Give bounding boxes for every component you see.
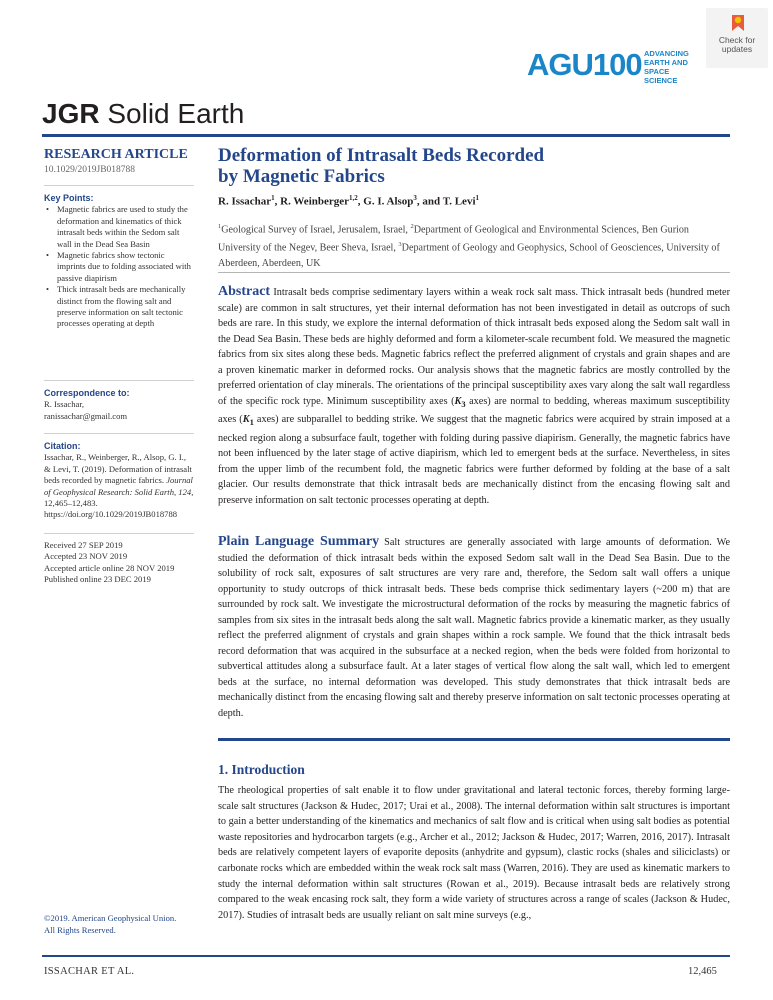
date-accepted: Accepted 23 NOV 2019	[44, 551, 128, 562]
k1-subscript: 1	[249, 417, 254, 428]
header-divider	[42, 134, 730, 137]
introduction-heading: 1. Introduction	[218, 762, 305, 777]
author-separator: , and	[416, 195, 443, 208]
author-affiliation-mark: 1	[475, 194, 479, 202]
key-points	[44, 193, 194, 330]
journal-title-name: Solid Earth	[99, 98, 245, 129]
date-received: Received 27 SEP 2019	[44, 540, 123, 550]
author-list	[218, 194, 479, 208]
key-point: • Thick intrasalt beds are mechanically distinct from the flowing salt and preserve information on salt tectonic processes operating at depth	[57, 284, 194, 330]
citation-journal: Journal of Geophysical Research: Solid Earth	[44, 475, 193, 497]
abstract-heading: Abstract	[218, 284, 271, 299]
pls-heading: Plain Language Summary	[218, 534, 380, 549]
author[interactable]: G. I. Alsop	[363, 195, 414, 208]
author[interactable]: R. Weinberger	[280, 195, 350, 208]
agu-logo: AGU100	[527, 47, 642, 82]
author-affiliation-mark: 1	[271, 194, 275, 202]
abstract-text: axes) are normal to bedding, whereas maximum susceptibility axes (	[218, 395, 730, 426]
agu-tagline-line: EARTH AND	[644, 58, 688, 67]
key-points-heading: Key Points:	[44, 193, 94, 203]
key-point: • Magnetic fabrics are used to study the deformation and kinematics of thick intrasalt beds within the Sedom salt wall in the Dead Sea Basin	[57, 204, 194, 250]
section-divider	[218, 272, 730, 273]
correspondence	[44, 388, 194, 422]
correspondence-name: R. Issachar,	[44, 399, 84, 410]
check-for-updates-label: Check for updates	[718, 35, 756, 54]
abstract-text: Intrasalt beds comprise sedimentary layers within a weak rock salt mass. Thick intrasalt beds (hundred meter scale) are common in salt structures, yet their internal deformation has not been investigated in detail as outcrops of such beds are rare. In this study, we explore the internal deformation of thick intrasalt beds exposed along the Sedom salt wall in the Dead Sea Basin. These beds are highly deformed and form a kilometer-scale recumbent fold. We measured the magnetic fabrics from six sites along these beds. Magnetic fabrics reflect the preferred alignment of crystals and grain shapes and are a proven kinematic marker in deformed rocks. Our analysis shows that the magnetic fabrics are mostly controlled by the preferred orientation of clay minerals. The orientations of the principal susceptibility axes vary along the salt wall regardless of the specific rock type. Minimum susceptibility axes (	[218, 287, 730, 407]
affiliation: Geological Survey of Israel, Jerusalem, Israel,	[221, 224, 411, 236]
pls-text: Salt structures are generally associated with large amounts of deformation. We studied the deformation of thick intrasalt beds within the exposed Sedom salt wall in the Dead Sea Basin. Due to the solubility of rock salt, exposures of salt structures are very rare and, therefore, the Sedom salt wall offers a unique opportunity to study outcrops of thick intrasalt beds. These beds comprise thick sedimentary layers (~200 m) that are surrounded by rock salt. We investigate the microstructural deformation of the rocks by measuring the magnetic fabrics of samples from six sites in the intrasalt beds along the salt wall. Magnetic fabrics provide a kinematic marker, as they usually reflect the preferred alignment of crystals and grain shapes within a rock sample. We found that the thick intrasalt beds record deformation that was acquired in the subsurface at a necked region, when the beds were folded from horizontal to subvertical attitudes along a subsurface fault. At a later stages of vertical flow along the salt wall, which led to emergent beds at the surface, no internal deformation was developed. This study demonstrates that thick intrasalt beds are mechanically distinct from the encasing flowing salt and thereby preserve information on salt tectonic processes operating at depth.	[218, 537, 730, 720]
article-title-line: by Magnetic Fabrics	[218, 166, 385, 187]
journal-title-abbrev: JGR	[42, 98, 100, 129]
citation-pages: , 12,465–12,483.	[44, 486, 194, 509]
section-divider	[218, 738, 730, 741]
key-points-list	[44, 204, 194, 329]
introduction-text: The rheological properties of salt enable it to flow under gravitational and lateral tectonic forces, thereby forming large-scale salt structures (Jackson & Hudec, 2017; Urai et al., 2008). The internal deformation within salt structures is important to gain a better understanding of the kinematics and mechanics of salt flow and is critical when using salt bodies as potential waste repositories and hydrocarbon targets (e.g., Archer et al., 2012; Jackson & Hudec, 2017; Warren, 2016, 2017). Intrasalt beds are relatively competent layers of evaporite deposits (anhydrite and gypsum), clastic rocks (shales and siliciclasts) or carbonate rocks which are embedded within the weak rock salt mass (Warren, 2016). They are used as kinematic markers to study the internal deformation within salt structures (Rowan et al., 2019). Because intrasalt beds are relatively strong compared to the weak encasing rock salt, they form a wide variety of structures across a range of scales (Jackson & Hudec, 2017). Studies of intrasalt beds are usually reliant on salt mine surveys (e.g.,	[218, 785, 730, 921]
author-affiliation-mark: 1,2	[349, 194, 358, 202]
agu-tagline	[644, 49, 704, 85]
agu-tagline-line: ADVANCING	[644, 49, 689, 58]
affiliation-number: 1	[218, 223, 222, 230]
correspondence-email[interactable]: ranissachar@gmail.com	[44, 410, 128, 421]
sidebar-divider	[44, 185, 194, 186]
citation-body: Issachar, R., Weinberger, R., Alsop, G. I., & Levi, T. (2019). Deformation of intrasalt beds recorded by magnetic fabrics. Journal of Geophysical Research: Solid Earth, 124, 12,465–12,483. https://doi.org/10.1029/2019JB018788	[44, 452, 194, 520]
k3-subscript: 3	[461, 398, 466, 409]
agu-tagline-line: SPACE SCIENCE	[644, 67, 678, 85]
author[interactable]: R. Issachar	[218, 195, 272, 208]
journal-title	[42, 98, 244, 130]
abstract-text: axes) are subparallel to bedding strike. We suggest that the magnetic fabrics were acquired by strain imposed at a necked region along a subsurface fault, together with folding during passive diapirism. Generally, the magnetic fabrics have not been influenced by the later stage of active diapirism, which led to emergent beds at the surface. Nevertheless, in sites from the upper limb of the recumbent fold, the magnetic fabrics were further deformed by folding at the base of a salt glacier. Our results demonstrate that thick intrasalt beds are mechanically distinct from the encasing flowing salt and preserve information on salt tectonic processes operating at depth.	[218, 414, 730, 506]
date-published: Published online 23 DEC 2019	[44, 574, 151, 585]
article-type: RESEARCH ARTICLE	[44, 147, 188, 162]
date-accepted-online: Accepted article online 28 NOV 2019	[44, 562, 175, 573]
citation-heading: Citation:	[44, 441, 81, 451]
affiliations	[218, 219, 730, 271]
affiliation-number: 2	[410, 223, 414, 230]
citation	[44, 441, 194, 521]
author-affiliation-mark: 3	[413, 194, 417, 202]
running-head: ISSACHAR ET AL.	[44, 966, 135, 977]
article-title	[218, 145, 718, 187]
author[interactable]: T. Levi	[442, 195, 476, 208]
bookmark-icon	[731, 14, 745, 32]
copyright-line: ©2019. American Geophysical Union.	[44, 913, 177, 923]
copyright-notice	[44, 913, 194, 936]
citation-volume: 124	[178, 486, 192, 497]
sidebar-divider	[44, 433, 194, 434]
footer-divider	[42, 955, 730, 957]
article-dates	[44, 540, 194, 586]
correspondence-heading: Correspondence to:	[44, 388, 130, 398]
affiliation: Department of Geology and Geophysics, School of Geosciences, University of Aberdeen, Aberdeen, UK	[218, 242, 720, 269]
page-number: 12,465	[688, 966, 717, 977]
author-separator: ,	[274, 195, 281, 208]
sidebar-divider	[44, 380, 194, 381]
citation-text: Issachar, R., Weinberger, R., Alsop, G. I., & Levi, T. (2019). Deformation of intrasalt beds recorded by magnetic fabrics.	[44, 452, 192, 486]
check-for-updates-badge[interactable]	[706, 8, 768, 68]
affiliation-number: 3	[398, 241, 402, 249]
sidebar-divider	[44, 533, 194, 534]
citation-url[interactable]: https://doi.org/10.1029/2019JB018788	[44, 509, 178, 520]
key-point: • Magnetic fabrics show tectonic imprints due to folding associated with passive diapirism	[57, 250, 194, 284]
k3-symbol: K	[454, 395, 462, 407]
copyright-line: All Rights Reserved.	[44, 924, 116, 935]
plain-language-summary	[218, 534, 730, 722]
affiliation: Department of Geological and Environmental Sciences, Ben Gurion University of the Negev, Beer Sheva, Israel,	[218, 224, 689, 254]
author-separator: ,	[357, 195, 364, 208]
abstract	[218, 284, 730, 508]
article-doi[interactable]: 10.1029/2019JB018788	[44, 165, 136, 175]
k1-symbol: K	[242, 414, 250, 426]
article-title-line: Deformation of Intrasalt Beds Recorded	[218, 145, 545, 166]
